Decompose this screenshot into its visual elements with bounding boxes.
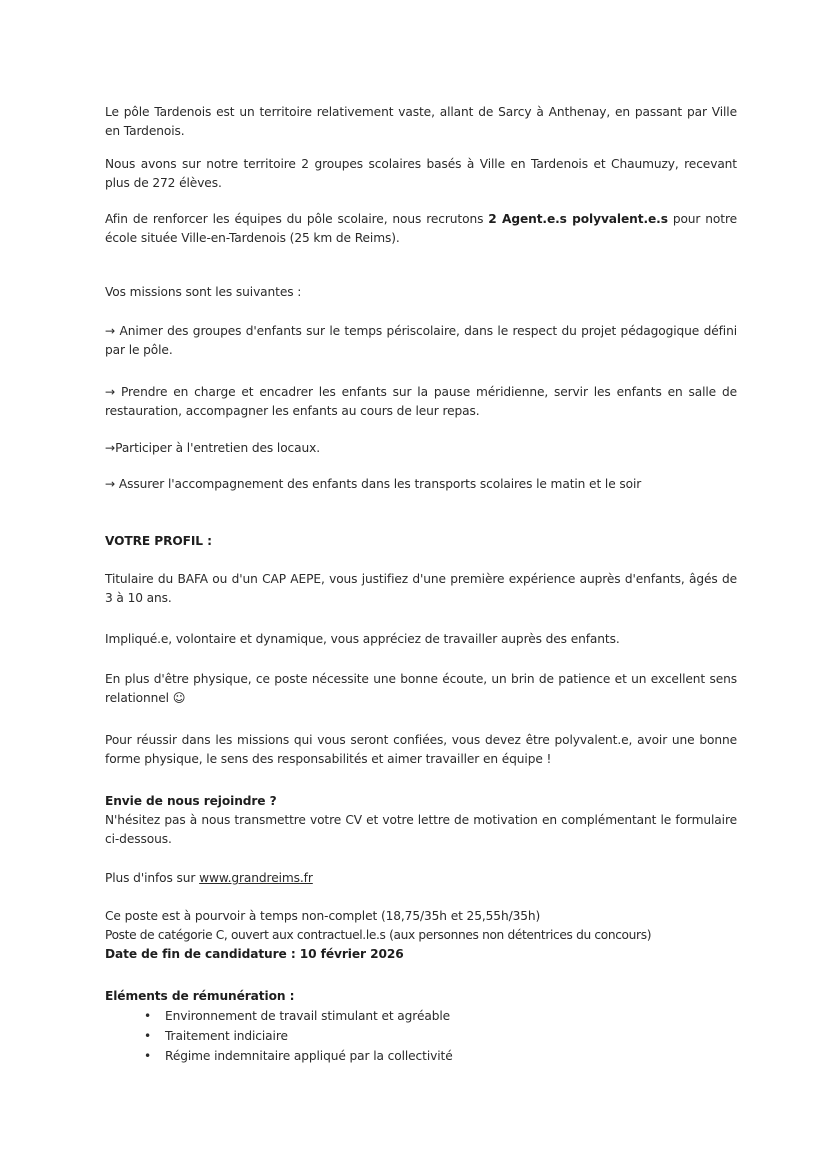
remuneration-heading [105, 987, 737, 1006]
mission-item: → Assurer l'accompagnement des enfants dans les transports scolaires le matin et le soir [105, 477, 642, 491]
mission-item: →Participer à l'entretien des locaux. [105, 441, 321, 455]
intro-paragraph-3 [105, 210, 737, 248]
profile-paragraph-2: Impliqué.e, volontaire et dynamique, vous appréciez de travailler auprès des enfants. [105, 632, 620, 646]
intro-paragraph-2: Nous avons sur notre territoire 2 groupes scolaires basés à Ville en Tardenois et Chaumuzy, recevant plus de 272 élèves. [105, 157, 737, 190]
website-link[interactable]: www.grandreims.fr [199, 871, 313, 885]
apply-heading-text: Envie de nous rejoindre ? [105, 794, 277, 808]
profile-paragraph-1: Titulaire du BAFA ou d'un CAP AEPE, vous justifiez d'une première expérience auprès d'enfants, âgés de 3 à 10 ans. [105, 572, 737, 605]
working-time: Ce poste est à pourvoir à temps non-complet (18,75/35h et 25,55h/35h) [105, 909, 541, 923]
profile-heading [105, 532, 737, 551]
apply-text: N'hésitez pas à nous transmettre votre CV et votre lettre de motivation en complémentant le formulaire ci-dessous. [105, 813, 737, 846]
mission-item: → Animer des groupes d'enfants sur le temps périscolaire, dans le respect du projet pédagogique défini par le pôle. [105, 324, 737, 357]
recruit-text: Afin de renforcer les équipes du pôle scolaire, nous recrutons [105, 212, 489, 226]
deadline-text: Date de fin de candidature : 10 février 2026 [105, 947, 404, 961]
deadline [105, 945, 737, 964]
recruit-position: 2 Agent.e.s polyvalent.e.s [488, 212, 668, 226]
mission-item: → Prendre en charge et encadrer les enfants sur la pause méridienne, servir les enfants en salle de restauration, accompagner les enfants au cours de leur repas. [105, 385, 737, 418]
missions-heading: Vos missions sont les suivantes : [105, 285, 302, 299]
apply-heading [105, 792, 737, 811]
profile-paragraph-3: En plus d'être physique, ce poste nécessite une bonne écoute, un brin de patience et un excellent sens relationnel ☺ [105, 672, 737, 705]
conditions [105, 907, 737, 964]
remuneration-heading-text: Eléments de rémunération : [105, 989, 295, 1003]
list-item: • Environnement de travail stimulant et agréable [130, 1006, 737, 1026]
intro-paragraph-1: Le pôle Tardenois est un territoire relativement vaste, allant de Sarcy à Anthenay, en passant par Ville en Tardenois. [105, 105, 737, 138]
profile-paragraph-4: Pour réussir dans les missions qui vous seront confiées, vous devez être polyvalent.e, avoir une bonne forme physique, le sens des responsabilités et aimer travailler en équipe ! [105, 733, 737, 766]
category: Poste de catégorie C, ouvert aux contractuel.le.s (aux personnes non détentrices du concours) [105, 928, 652, 942]
remuneration [105, 987, 737, 1066]
recruit-location: pour notre école située Ville-en-Tardenois (25 km de Reims). [105, 212, 738, 245]
more-info [105, 869, 737, 888]
list-item: • Régime indemnitaire appliqué par la collectivité [130, 1046, 737, 1066]
list-item: • Traitement indiciaire [130, 1026, 737, 1046]
profile-heading-text: VOTRE PROFIL : [105, 534, 212, 548]
more-info-label: Plus d'infos sur [105, 871, 200, 885]
remuneration-list [105, 1006, 737, 1066]
